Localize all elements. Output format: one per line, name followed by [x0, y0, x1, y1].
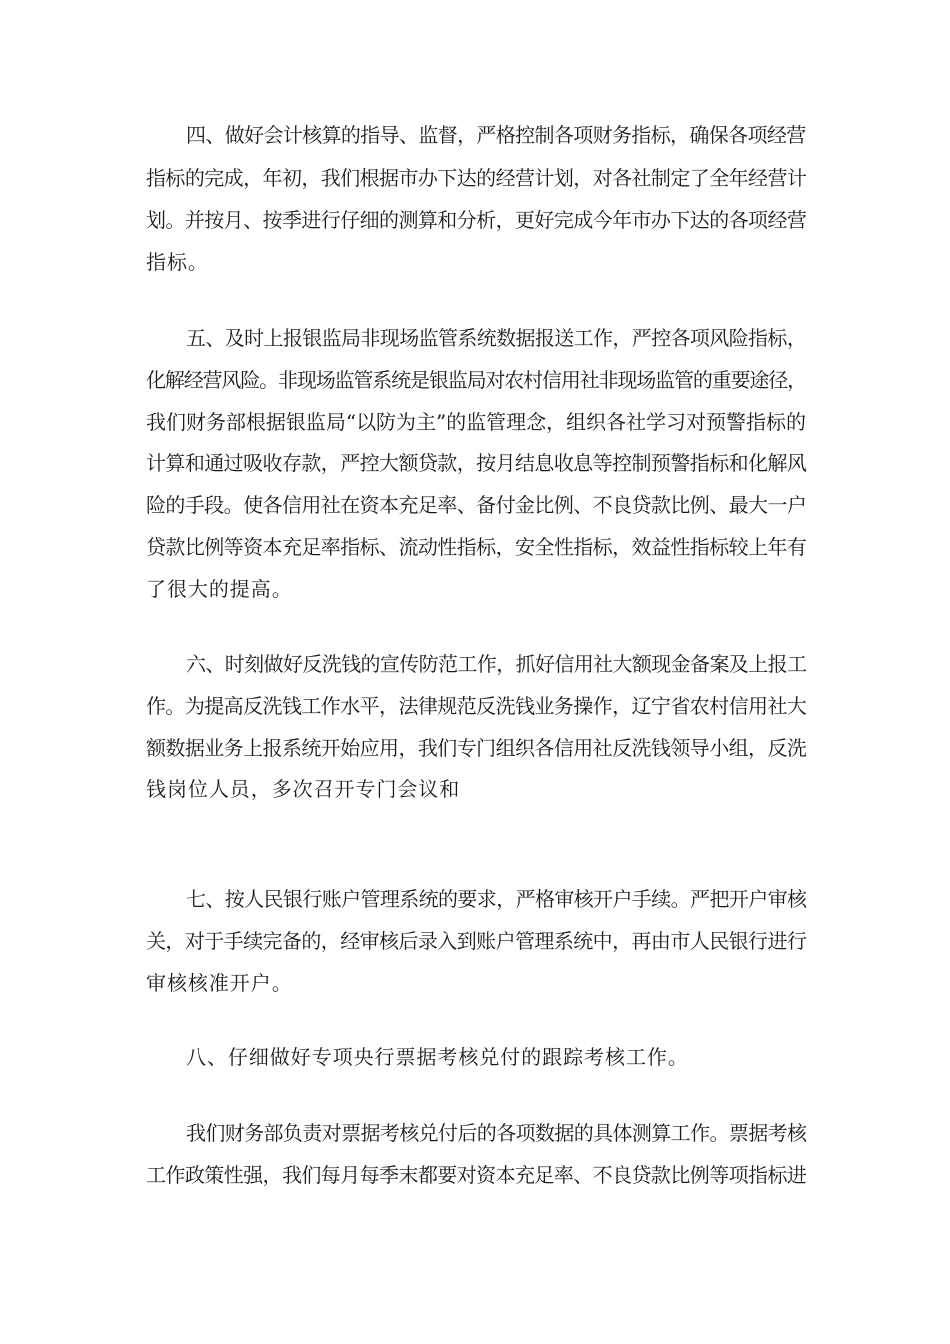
paragraph-line: 关，对于手续完备的，经审核后录入到账户管理系统中，再由市人民银行进行 [146, 929, 807, 953]
paragraph-line: 险的手段。使各信用社在资本充足率、备付金比例、不良贷款比例、最大一户 [146, 493, 807, 517]
paragraph-line: 工作政策性强，我们每月每季末都要对资本充足率、不良贷款比例等项指标进 [146, 1163, 807, 1187]
paragraph-line: 指标的完成，年初，我们根据市办下达的经营计划，对各社制定了全年经营计 [146, 166, 807, 190]
paragraph-line: 额数据业务上报系统开始应用，我们专门组织各信用社反洗钱领导小组，反洗 [146, 736, 807, 760]
paragraph-line: 计算和通过吸收存款，严控大额贷款，按月结息收息等控制预警指标和化解风 [146, 451, 807, 475]
paragraph-line: 作。为提高反洗钱工作水平，法律规范反洗钱业务操作，辽宁省农村信用社大 [146, 694, 807, 718]
paragraph-line: 了很大的提高。 [146, 577, 293, 601]
paragraph-line: 我们财务部根据银监局“以防为主”的监管理念，组织各社学习对预警指标的 [146, 410, 806, 434]
paragraph-line: 七、按人民银行账户管理系统的要求，严格审核开户手续。严把开户审核 [186, 887, 807, 911]
paragraph-line: 贷款比例等资本充足率指标、流动性指标，安全性指标，效益性指标较上年有 [146, 535, 807, 559]
paragraph-line: 化解经营风险。非现场监管系统是银监局对农村信用社非现场监管的重要途径， [146, 368, 806, 392]
paragraph-line: 我们财务部负责对票据考核兑付后的各项数据的具体测算工作。票据考核 [186, 1121, 807, 1145]
paragraph-line: 八、仔细做好专项央行票据考核兑付的跟踪考核工作。 [186, 1045, 689, 1069]
paragraph-line: 指标。 [146, 250, 209, 274]
paragraph-line: 审核核准开户。 [146, 971, 293, 995]
paragraph-line: 五、及时上报银监局非现场监管系统数据报送工作，严控各项风险指标， [186, 326, 807, 350]
paragraph-line: 四、做好会计核算的指导、监督，严格控制各项财务指标，确保各项经营 [186, 123, 806, 147]
paragraph-line: 钱岗位人员，多次召开专门会议和 [146, 777, 461, 801]
paragraph-line: 六、时刻做好反洗钱的宣传防范工作，抓好信用社大额现金备案及上报工 [186, 652, 807, 676]
paragraph-line: 划。并按月、按季进行仔细的测算和分析，更好完成今年市办下达的各项经营 [146, 208, 807, 232]
